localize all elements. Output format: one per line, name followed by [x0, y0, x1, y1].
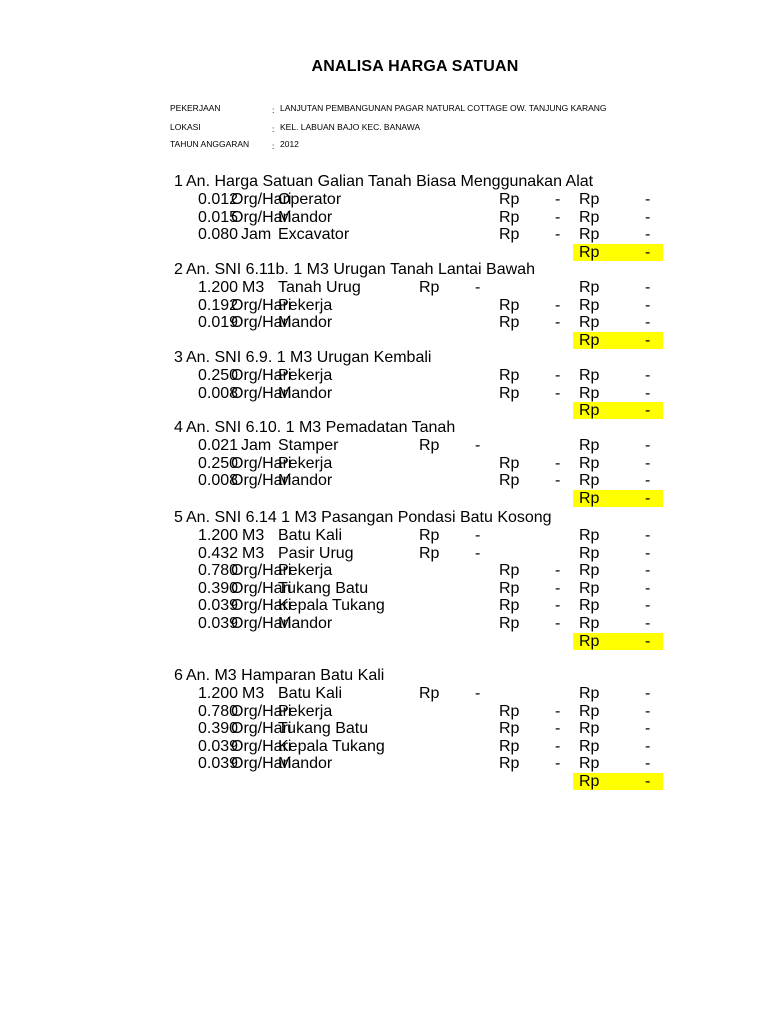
row-coefficient: 0.192	[198, 296, 239, 314]
header-label: LOKASI	[170, 122, 201, 132]
table-row	[0, 580, 768, 598]
row-item: Tanah Urug	[278, 279, 361, 296]
row-unit: Jam	[241, 226, 272, 244]
row-unit: Org/Hari	[231, 737, 292, 755]
row-amount-value: -	[645, 544, 651, 562]
row-item: Pekerja	[278, 296, 333, 314]
row-unit-price-value: -	[555, 737, 561, 755]
row-item: Tukang Batu	[278, 579, 369, 597]
total-currency: Rp	[579, 773, 600, 790]
section-number: 1	[174, 173, 183, 190]
row-unit-price-value: -	[475, 685, 481, 702]
total-currency: Rp	[579, 402, 600, 420]
row-amount-value: -	[645, 367, 651, 384]
row-coefficient: 0.039	[198, 597, 239, 615]
row-coefficient: 1.200	[198, 527, 239, 544]
row-amount-currency: Rp	[579, 226, 600, 244]
row-unit: Org/Hari	[231, 454, 292, 472]
row-amount-currency: Rp	[579, 384, 600, 402]
row-unit: M3	[242, 685, 265, 702]
row-unit-price-value: -	[475, 437, 481, 454]
row-item: Excavator	[278, 226, 350, 244]
row-amount-value: -	[645, 615, 651, 632]
row-amount-value: -	[645, 279, 651, 296]
row-unit-price-currency: Rp	[419, 437, 440, 454]
row-item: Stamper	[278, 437, 339, 454]
header-colon: :	[272, 141, 275, 151]
row-unit-price-currency: Rp	[499, 367, 520, 384]
row-unit-price-value: -	[555, 615, 561, 632]
total-currency: Rp	[579, 331, 600, 349]
row-coefficient: 0.039	[198, 615, 239, 632]
header-label: TAHUN ANGGARAN	[170, 139, 250, 149]
row-unit: Org/Hari	[231, 314, 292, 332]
section-heading	[0, 174, 768, 190]
row-amount-currency: Rp	[579, 720, 600, 738]
row-unit-price-currency: Rp	[419, 544, 440, 562]
row-amount-value: -	[645, 191, 651, 208]
row-unit-price-value: -	[555, 367, 561, 384]
row-unit-price-value: -	[475, 544, 481, 562]
header-value: KEL. LABUAN BAJO KEC. BANAWA	[280, 122, 421, 132]
row-coefficient: 0.008	[198, 472, 239, 490]
total-value: -	[645, 331, 651, 349]
table-row	[0, 597, 768, 615]
header-colon: :	[272, 124, 275, 134]
section-total	[573, 244, 663, 261]
row-item: Pekerja	[278, 454, 333, 472]
row-unit-price-currency: Rp	[499, 226, 520, 244]
row-unit-price-currency: Rp	[499, 384, 520, 402]
row-coefficient: 0.019	[198, 314, 239, 332]
table-row	[0, 367, 768, 385]
table-row	[0, 455, 768, 473]
row-unit-price-value: -	[555, 597, 561, 615]
total-value: -	[645, 632, 651, 650]
row-coefficient: 0.250	[198, 454, 239, 472]
row-amount-currency: Rp	[579, 437, 600, 454]
row-unit-price-currency: Rp	[499, 208, 520, 226]
table-row	[0, 755, 768, 773]
row-item: Pekerja	[278, 702, 333, 720]
row-coefficient: 1.200	[198, 279, 239, 296]
table-row	[0, 191, 768, 209]
row-coefficient: 0.390	[198, 579, 239, 597]
section-title: An. SNI 6.11b. 1 M3 Urugan Tanah Lantai Bawah	[186, 261, 535, 278]
row-unit-price-value: -	[555, 562, 561, 580]
row-unit-price-value: -	[475, 527, 481, 544]
section-heading	[0, 262, 768, 278]
table-row	[0, 209, 768, 227]
row-amount-currency: Rp	[579, 191, 600, 208]
row-amount-currency: Rp	[579, 737, 600, 755]
row-unit: Org/Hari	[231, 384, 292, 402]
row-amount-value: -	[645, 384, 651, 402]
row-coefficient: 0.432	[198, 544, 239, 562]
total-currency: Rp	[579, 243, 600, 261]
section-title: An. SNI 6.14 1 M3 Pasangan Pondasi Batu Kosong	[186, 509, 552, 526]
table-row	[0, 615, 768, 633]
row-amount-value: -	[645, 562, 651, 580]
row-unit: Org/Hari	[231, 579, 292, 597]
row-coefficient: 0.015	[198, 208, 239, 226]
row-amount-currency: Rp	[579, 314, 600, 332]
row-amount-currency: Rp	[579, 685, 600, 702]
row-item: Batu Kali	[278, 527, 343, 544]
row-amount-currency: Rp	[579, 208, 600, 226]
row-amount-currency: Rp	[579, 544, 600, 562]
row-item: Kepala Tukang	[278, 737, 385, 755]
row-amount-value: -	[645, 597, 651, 615]
row-unit-price-value: -	[555, 191, 561, 208]
row-unit-price-currency: Rp	[419, 685, 440, 702]
row-item: Mandor	[278, 208, 333, 226]
total-value: -	[645, 489, 651, 507]
total-currency: Rp	[579, 632, 600, 650]
row-amount-currency: Rp	[579, 279, 600, 296]
table-row	[0, 685, 768, 703]
row-unit: Org/Hari	[231, 367, 292, 384]
row-coefficient: 0.080	[198, 226, 239, 244]
row-item: Mandor	[278, 755, 333, 773]
row-unit: Org/Hari	[231, 296, 292, 314]
row-unit-price-currency: Rp	[499, 755, 520, 773]
table-row	[0, 562, 768, 580]
table-row	[0, 472, 768, 490]
section-number: 6	[174, 667, 183, 684]
row-amount-value: -	[645, 737, 651, 755]
row-unit-price-currency: Rp	[419, 279, 440, 296]
row-unit-price-currency: Rp	[499, 314, 520, 332]
total-value: -	[645, 402, 651, 420]
row-unit-price-value: -	[555, 208, 561, 226]
section-number: 2	[174, 261, 183, 278]
row-unit: M3	[242, 544, 265, 562]
row-unit: Jam	[241, 437, 272, 454]
row-unit-price-value: -	[555, 702, 561, 720]
section-total	[573, 402, 663, 419]
row-unit: Org/Hari	[231, 562, 292, 580]
row-unit-price-value: -	[555, 384, 561, 402]
row-item: Pekerja	[278, 367, 333, 384]
section-number: 4	[174, 419, 183, 436]
section-title: An. M3 Hamparan Batu Kali	[186, 667, 385, 684]
total-value: -	[645, 243, 651, 261]
row-unit-price-value: -	[555, 472, 561, 490]
row-amount-value: -	[645, 472, 651, 490]
row-unit-price-value: -	[475, 279, 481, 296]
row-unit-price-value: -	[555, 226, 561, 244]
row-item: Batu Kali	[278, 685, 343, 702]
row-amount-currency: Rp	[579, 755, 600, 773]
row-unit-price-currency: Rp	[499, 615, 520, 632]
row-unit-price-currency: Rp	[499, 702, 520, 720]
row-amount-value: -	[645, 702, 651, 720]
row-amount-currency: Rp	[579, 527, 600, 544]
row-amount-currency: Rp	[579, 472, 600, 490]
section-heading	[0, 420, 768, 436]
row-coefficient: 0.780	[198, 562, 239, 580]
total-value: -	[645, 773, 651, 790]
row-amount-currency: Rp	[579, 562, 600, 580]
row-amount-currency: Rp	[579, 597, 600, 615]
row-amount-currency: Rp	[579, 702, 600, 720]
section-heading	[0, 510, 768, 526]
row-item: Pasir Urug	[278, 544, 354, 562]
row-amount-value: -	[645, 208, 651, 226]
row-coefficient: 0.008	[198, 384, 239, 402]
row-unit-price-currency: Rp	[499, 597, 520, 615]
row-amount-value: -	[645, 579, 651, 597]
row-amount-value: -	[645, 226, 651, 244]
row-unit-price-value: -	[555, 314, 561, 332]
section-title: An. SNI 6.10. 1 M3 Pemadatan Tanah	[186, 419, 456, 436]
row-unit: Org/Hari	[231, 191, 292, 208]
row-coefficient: 0.039	[198, 737, 239, 755]
row-coefficient: 0.780	[198, 702, 239, 720]
section-heading	[0, 668, 768, 684]
row-coefficient: 1.200	[198, 685, 239, 702]
row-unit: M3	[242, 527, 265, 544]
table-row	[0, 297, 768, 315]
row-unit-price-value: -	[555, 755, 561, 773]
header-colon: :	[272, 105, 275, 115]
section-title: An. Harga Satuan Galian Tanah Biasa Menggunakan Alat	[186, 173, 594, 190]
table-row	[0, 545, 768, 563]
row-unit-price-currency: Rp	[499, 562, 520, 580]
section-total	[573, 490, 663, 507]
row-amount-currency: Rp	[579, 579, 600, 597]
section-number: 3	[174, 349, 183, 366]
row-unit: M3	[242, 279, 265, 296]
row-unit-price-currency: Rp	[499, 720, 520, 738]
row-amount-value: -	[645, 454, 651, 472]
row-item: Kepala Tukang	[278, 597, 385, 615]
row-unit-price-currency: Rp	[499, 737, 520, 755]
row-amount-currency: Rp	[579, 367, 600, 384]
page-title: ANALISA HARGA SATUAN	[311, 58, 519, 75]
section-total	[573, 773, 663, 790]
row-amount-value: -	[645, 296, 651, 314]
row-amount-value: -	[645, 685, 651, 702]
row-amount-value: -	[645, 437, 651, 454]
row-unit-price-value: -	[555, 296, 561, 314]
row-coefficient: 0.021	[198, 437, 239, 454]
row-item: Pekerja	[278, 562, 333, 580]
table-row	[0, 279, 768, 297]
row-amount-currency: Rp	[579, 296, 600, 314]
table-row	[0, 437, 768, 455]
table-row	[0, 385, 768, 403]
row-coefficient: 0.012	[198, 191, 239, 208]
total-currency: Rp	[579, 489, 600, 507]
table-row	[0, 720, 768, 738]
row-item: Operator	[278, 191, 342, 208]
row-amount-currency: Rp	[579, 615, 600, 632]
row-amount-value: -	[645, 314, 651, 332]
row-unit-price-currency: Rp	[499, 191, 520, 208]
row-unit: Org/Hari	[231, 720, 292, 738]
row-unit: Org/Hari	[231, 597, 292, 615]
row-unit-price-currency: Rp	[499, 454, 520, 472]
section-total	[573, 633, 663, 650]
section-total	[573, 332, 663, 349]
section-title: An. SNI 6.9. 1 M3 Urugan Kembali	[186, 349, 432, 366]
row-amount-value: -	[645, 527, 651, 544]
row-unit: Org/Hari	[231, 208, 292, 226]
row-unit: Org/Hari	[231, 615, 292, 632]
row-unit-price-value: -	[555, 454, 561, 472]
row-amount-value: -	[645, 755, 651, 773]
row-unit-price-value: -	[555, 720, 561, 738]
row-unit-price-currency: Rp	[419, 527, 440, 544]
row-coefficient: 0.250	[198, 367, 239, 384]
row-unit-price-currency: Rp	[499, 472, 520, 490]
table-row	[0, 703, 768, 721]
row-coefficient: 0.390	[198, 720, 239, 738]
header-value: 2012	[280, 139, 299, 149]
row-item: Tukang Batu	[278, 720, 369, 738]
section-heading	[0, 350, 768, 366]
row-amount-value: -	[645, 720, 651, 738]
row-item: Mandor	[278, 384, 333, 402]
table-row	[0, 527, 768, 545]
table-row	[0, 226, 768, 244]
row-unit: Org/Hari	[231, 755, 292, 773]
row-item: Mandor	[278, 615, 333, 632]
row-coefficient: 0.039	[198, 755, 239, 773]
row-item: Mandor	[278, 314, 333, 332]
row-unit-price-currency: Rp	[499, 579, 520, 597]
section-number: 5	[174, 509, 183, 526]
row-unit-price-value: -	[555, 579, 561, 597]
header-value: LANJUTAN PEMBANGUNAN PAGAR NATURAL COTTAGE OW. TANJUNG KARANG	[280, 103, 607, 113]
row-unit: Org/Hari	[231, 702, 292, 720]
row-amount-currency: Rp	[579, 454, 600, 472]
table-row	[0, 314, 768, 332]
row-unit-price-currency: Rp	[499, 296, 520, 314]
table-row	[0, 738, 768, 756]
row-item: Mandor	[278, 472, 333, 490]
header-label: PEKERJAAN	[170, 103, 221, 113]
row-unit: Org/Hari	[231, 472, 292, 490]
